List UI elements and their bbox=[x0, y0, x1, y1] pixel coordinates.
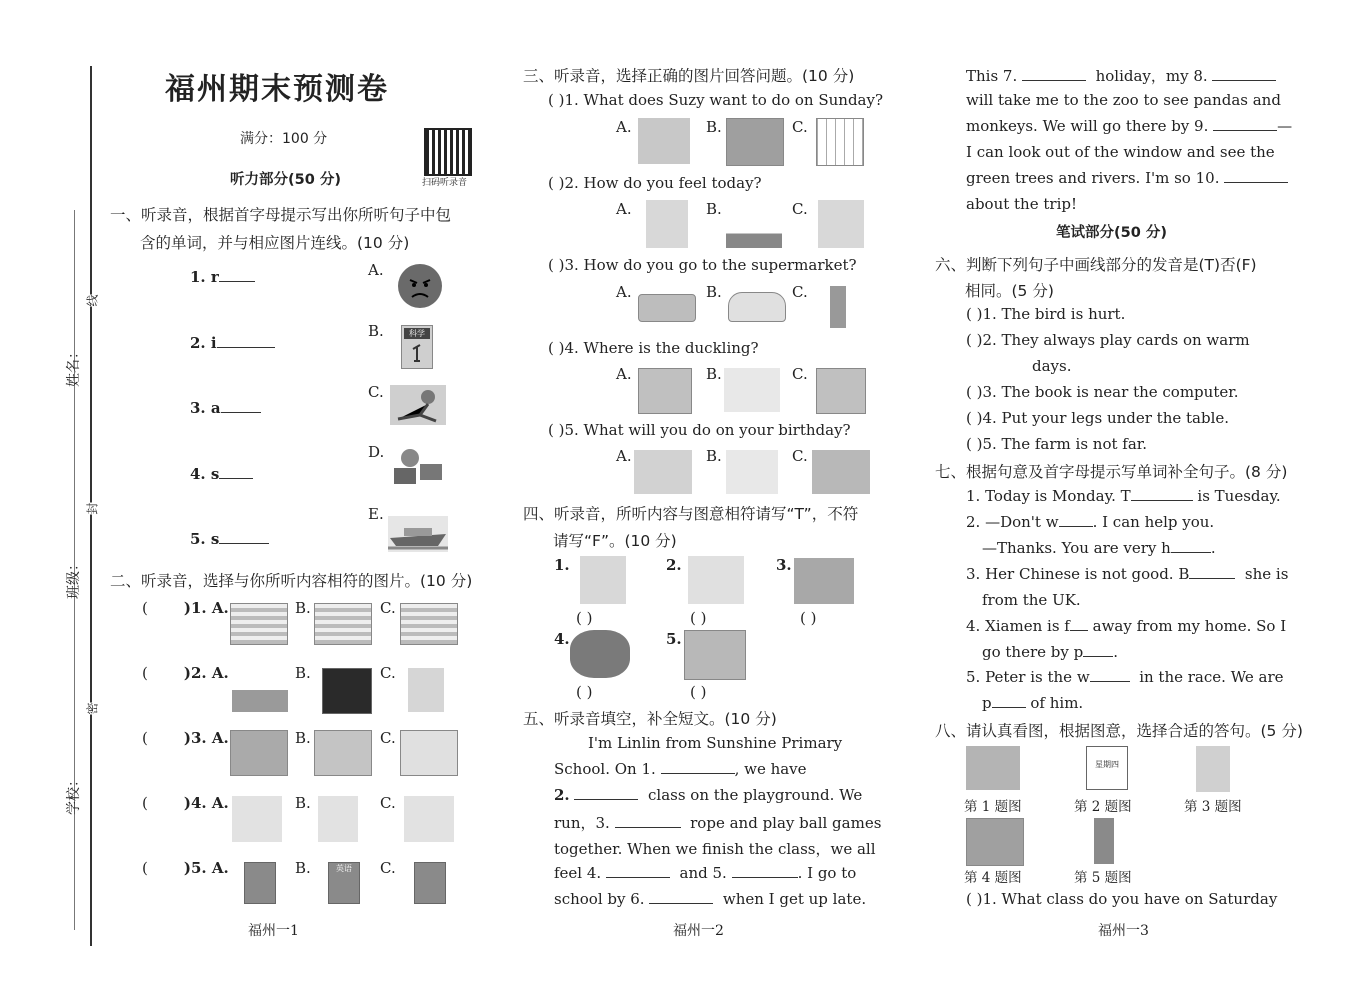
s7-line-9: p of him. bbox=[982, 694, 1084, 712]
s3-question-5: ( )5. What will you do on your birthday? bbox=[548, 421, 851, 439]
s8-picture-5 bbox=[1094, 818, 1114, 864]
bus-picture-a bbox=[638, 294, 696, 322]
duckling-picture-c bbox=[816, 368, 866, 414]
s2-row-4-c: C. bbox=[380, 794, 396, 812]
s2-row-4: ( )4. A. bbox=[142, 794, 229, 812]
s1-item-2: 2. i bbox=[190, 334, 275, 352]
s7-blank-8[interactable] bbox=[992, 707, 1026, 708]
s1-item-3: 3. a bbox=[190, 399, 261, 417]
robot-icon bbox=[390, 385, 446, 425]
s3-question-1: ( )1. What does Suzy want to do on Sunday? bbox=[548, 91, 884, 109]
qr-code[interactable] bbox=[424, 128, 472, 176]
s6-item-2-cont: days. bbox=[1032, 357, 1072, 375]
q5-picture-a bbox=[634, 450, 692, 494]
boy-picture-b bbox=[318, 796, 358, 842]
s3-q2-a: A. bbox=[616, 200, 632, 218]
piano-picture-a bbox=[232, 668, 288, 712]
s4-num-1: 1. bbox=[554, 556, 570, 574]
s4-num-5: 5. bbox=[666, 630, 682, 648]
s4-picture-5 bbox=[684, 630, 746, 680]
section6-heading-line2: 相同。(5 分) bbox=[965, 282, 1054, 300]
s1-item-4: 4. s bbox=[190, 465, 253, 483]
s4-num-3: 3. bbox=[776, 556, 792, 574]
s4-num-2: 2. bbox=[666, 556, 682, 574]
q1-picture-b bbox=[726, 118, 784, 166]
robot-picture bbox=[390, 385, 446, 425]
blank-2[interactable] bbox=[574, 799, 638, 800]
s7-blank-3[interactable] bbox=[1171, 552, 1211, 553]
footer-page-2: 福州一2 bbox=[673, 923, 724, 939]
microscope-icon bbox=[402, 341, 432, 367]
computer-picture bbox=[390, 446, 446, 490]
science-book-picture bbox=[401, 325, 433, 369]
s1-item-5: 5. s bbox=[190, 530, 269, 548]
s3-q1-c: C. bbox=[792, 118, 808, 136]
s3-q5-b: B. bbox=[706, 447, 722, 465]
s7-blank-7[interactable] bbox=[1090, 681, 1130, 682]
s7-blank-4[interactable] bbox=[1189, 578, 1235, 579]
s8-picture-2 bbox=[1086, 746, 1128, 790]
s4-picture-2 bbox=[688, 556, 744, 604]
s2-row-1-b: B. bbox=[295, 599, 311, 617]
blank-3[interactable] bbox=[615, 827, 681, 828]
calendar-picture-c bbox=[400, 603, 458, 645]
s7-blank-2[interactable] bbox=[1059, 526, 1093, 527]
violin-picture-c bbox=[408, 668, 444, 712]
seal-char-xian: 线 bbox=[85, 294, 100, 307]
s8-caption-2: 第 2 题图 bbox=[1074, 799, 1132, 815]
s4-answer-3[interactable]: ( ) bbox=[800, 609, 817, 627]
s6-item-3: ( )3. The book is near the computer. bbox=[966, 383, 1239, 401]
s3-q4-c: C. bbox=[792, 365, 808, 383]
ship-icon bbox=[388, 516, 448, 552]
s7-line-5: from the UK. bbox=[982, 591, 1081, 609]
section3-heading: 三、听录音，选择正确的图片回答问题。(10 分) bbox=[523, 67, 855, 85]
seal-char-feng: 封 bbox=[85, 502, 100, 515]
s2-row-2-c: C. bbox=[380, 664, 396, 682]
s1-letter-e: E. bbox=[368, 505, 384, 523]
globe-computer-icon bbox=[390, 446, 446, 490]
blank-8[interactable] bbox=[1212, 80, 1276, 81]
s7-blank-5[interactable] bbox=[1070, 630, 1088, 631]
s1-letter-d: D. bbox=[368, 443, 385, 461]
full-score: 满分：100 分 bbox=[240, 131, 328, 147]
s7-line-6: 4. Xiamen is f away from my home. So I bbox=[966, 617, 1287, 635]
blank-6[interactable] bbox=[649, 903, 713, 904]
walking-boy-picture-c bbox=[830, 286, 846, 328]
boy-paper-picture-c bbox=[404, 796, 454, 842]
seal-char-mi: 密 bbox=[85, 702, 100, 715]
s4-answer-2[interactable]: ( ) bbox=[690, 609, 707, 627]
piano-picture-b bbox=[322, 668, 372, 714]
playground-picture-b bbox=[314, 730, 372, 776]
s3-q1-b: B. bbox=[706, 118, 722, 136]
angry-face-picture bbox=[398, 264, 442, 308]
s1-letter-b: B. bbox=[368, 322, 384, 340]
s2-row-4-b: B. bbox=[295, 794, 311, 812]
written-part-title: 笔试部分(50 分) bbox=[1056, 225, 1167, 241]
blank-10[interactable] bbox=[1224, 182, 1288, 183]
p3-cont-line-3: monkeys. We will go there by 9. — bbox=[966, 117, 1293, 135]
p3-cont-line-2: will take me to the zoo to see pandas and bbox=[966, 91, 1281, 109]
s5-line-3: 2. class on the playground. We bbox=[554, 786, 863, 804]
s4-picture-3 bbox=[794, 558, 854, 604]
calendar-picture-a bbox=[230, 603, 288, 645]
s4-num-4: 4. bbox=[554, 630, 570, 648]
blank-7[interactable] bbox=[1022, 80, 1086, 81]
s6-item-5: ( )5. The farm is not far. bbox=[966, 435, 1148, 453]
english-book-label: 英语 bbox=[336, 864, 352, 873]
section5-heading: 五、听录音填空，补全短文。(10 分) bbox=[523, 710, 777, 728]
s3-q5-c: C. bbox=[792, 447, 808, 465]
ship-picture bbox=[388, 516, 448, 552]
q2-picture-b bbox=[726, 200, 782, 248]
blank-9[interactable] bbox=[1213, 130, 1277, 131]
margin-school-label: 学校： bbox=[66, 773, 82, 815]
s2-row-5: ( )5. A. bbox=[142, 859, 229, 877]
s2-row-5-b: B. bbox=[295, 859, 311, 877]
s4-answer-1[interactable]: ( ) bbox=[576, 609, 593, 627]
s8-question-1: ( )1. What class do you have on Saturday bbox=[966, 890, 1278, 908]
s7-line-7: go there by p . bbox=[982, 643, 1119, 661]
s2-row-1: ( )1. A. bbox=[142, 599, 229, 617]
calendar-picture-b bbox=[314, 603, 372, 645]
s3-question-4: ( )4. Where is the duckling? bbox=[548, 339, 759, 357]
footer-page-1: 福州一1 bbox=[248, 923, 299, 939]
s1-letter-c: C. bbox=[368, 383, 384, 401]
book-picture-a bbox=[244, 862, 276, 904]
s3-q3-b: B. bbox=[706, 283, 722, 301]
s8-picture-3 bbox=[1196, 746, 1230, 792]
s2-row-3-c: C. bbox=[380, 729, 396, 747]
duckling-ground-picture-b bbox=[724, 368, 780, 412]
s2-row-3: ( )3. A. bbox=[142, 729, 229, 747]
q1-picture-c bbox=[816, 118, 864, 166]
blank-1[interactable] bbox=[661, 773, 735, 774]
s8-picture-4 bbox=[966, 818, 1024, 866]
margin-class-label: 班级： bbox=[66, 557, 82, 599]
s2-row-2: ( )2. A. bbox=[142, 664, 229, 682]
section4-heading-line2: 请写“F”。(10 分) bbox=[553, 532, 677, 550]
s5-line-4: run，3. rope and play ball games bbox=[554, 814, 882, 832]
section8-heading: 八、请认真看图，根据图意，选择合适的答句。(5 分) bbox=[935, 722, 1303, 740]
section6-heading-line1: 六、判断下列句子中画线部分的发音是(T)否(F) bbox=[935, 256, 1257, 274]
angry-face-icon bbox=[398, 264, 442, 308]
section1-heading-line1: 一、听录音，根据首字母提示写出你所听句子中包 bbox=[110, 206, 452, 224]
margin-name-label: 姓名： bbox=[66, 345, 82, 387]
s4-picture-4 bbox=[570, 630, 630, 678]
p3-cont-line-1: This 7. holiday，my 8. bbox=[966, 65, 1276, 86]
english-book-picture-b bbox=[328, 862, 360, 904]
p3-cont-line-4: I can look out of the window and see the bbox=[966, 143, 1275, 161]
book-picture-c bbox=[414, 862, 446, 904]
section2-heading: 二、听录音，选择与你所听内容相符的图片。(10 分) bbox=[110, 572, 473, 590]
q5-picture-c bbox=[812, 450, 870, 494]
s7-line-3: —Thanks. You are very h . bbox=[982, 539, 1216, 557]
footer-page-3: 福州一3 bbox=[1098, 923, 1149, 939]
s7-line-1: 1. Today is Monday. T is Tuesday. bbox=[966, 487, 1281, 505]
section1-heading-line2: 含的单词，并与相应图片连线。(10 分) bbox=[140, 234, 410, 252]
car-picture-b bbox=[728, 292, 786, 322]
classroom-picture-c bbox=[400, 730, 458, 776]
s3-q2-c: C. bbox=[792, 200, 808, 218]
blank-5[interactable] bbox=[732, 877, 798, 878]
q2-picture-c bbox=[818, 200, 864, 248]
s8-caption-5: 第 5 题图 bbox=[1074, 870, 1132, 886]
boy-reading-picture-a bbox=[232, 796, 282, 842]
s3-question-3: ( )3. How do you go to the supermarket? bbox=[548, 256, 857, 274]
p3-cont-line-6: about the trip! bbox=[966, 195, 1077, 213]
s8-caption-1: 第 1 题图 bbox=[964, 799, 1022, 815]
duckling-door-picture-a bbox=[638, 368, 692, 414]
s3-q3-a: A. bbox=[616, 283, 632, 301]
s6-item-4: ( )4. Put your legs under the table. bbox=[966, 409, 1230, 427]
s8-caption-4: 第 4 题图 bbox=[964, 870, 1022, 886]
s2-row-1-c: C. bbox=[380, 599, 396, 617]
science-book-label: 科学 bbox=[404, 328, 430, 339]
calendar-label: 星期四 bbox=[1095, 760, 1119, 769]
s1-letter-a: A. bbox=[368, 261, 384, 279]
listening-part-title: 听力部分(50 分) bbox=[230, 172, 341, 188]
qr-caption: 扫码听录音 bbox=[422, 178, 468, 188]
section4-heading-line1: 四、听录音，所听内容与图意相符请写“T”，不符 bbox=[523, 505, 859, 523]
s7-blank-1[interactable] bbox=[1131, 500, 1193, 501]
s7-blank-6[interactable] bbox=[1083, 656, 1113, 657]
s5-line-2: School. On 1. , we have bbox=[554, 760, 807, 778]
s1-item-1: 1. r bbox=[190, 268, 255, 286]
picnic-picture-a bbox=[230, 730, 288, 776]
s3-q3-c: C. bbox=[792, 283, 808, 301]
s3-question-2: ( )2. How do you feel today? bbox=[548, 174, 762, 192]
s2-row-2-b: B. bbox=[295, 664, 311, 682]
s5-line-1: I'm Linlin from Sunshine Primary bbox=[588, 734, 843, 752]
s7-line-4: 3. Her Chinese is not good. B she is bbox=[966, 565, 1289, 583]
s3-q5-a: A. bbox=[616, 447, 632, 465]
s5-line-7: school by 6. when I get up late. bbox=[554, 890, 867, 908]
s3-q4-b: B. bbox=[706, 365, 722, 383]
s3-q2-b: B. bbox=[706, 200, 722, 218]
s7-line-8: 5. Peter is the w in the race. We are bbox=[966, 668, 1284, 686]
section7-heading: 七、根据句意及首字母提示写单词补全句子。(8 分) bbox=[935, 463, 1288, 481]
s5-line-6: feel 4. and 5. . I go to bbox=[554, 864, 857, 882]
blank-4[interactable] bbox=[606, 877, 670, 878]
s2-row-3-b: B. bbox=[295, 729, 311, 747]
s3-q1-a: A. bbox=[616, 118, 632, 136]
p3-cont-line-5: green trees and rivers. I'm so 10. bbox=[966, 169, 1288, 187]
s6-item-1: ( )1. The bird is hurt. bbox=[966, 305, 1126, 323]
s4-answer-5[interactable]: ( ) bbox=[690, 683, 707, 701]
s2-row-5-c: C. bbox=[380, 859, 396, 877]
s6-item-2: ( )2. They always play cards on warm bbox=[966, 331, 1250, 349]
q5-picture-b bbox=[726, 450, 778, 494]
s5-line-5: together. When we finish the class，we all bbox=[554, 840, 876, 858]
s7-line-2: 2. —Don't w . I can help you. bbox=[966, 513, 1215, 531]
s8-caption-3: 第 3 题图 bbox=[1184, 799, 1242, 815]
s8-picture-1 bbox=[966, 746, 1020, 790]
s4-answer-4[interactable]: ( ) bbox=[576, 683, 593, 701]
s4-picture-1 bbox=[580, 556, 626, 604]
q2-picture-a bbox=[646, 200, 688, 248]
page-title: 福州期末预测卷 bbox=[165, 72, 389, 107]
s3-q4-a: A. bbox=[616, 365, 632, 383]
q1-picture-a bbox=[638, 118, 690, 164]
